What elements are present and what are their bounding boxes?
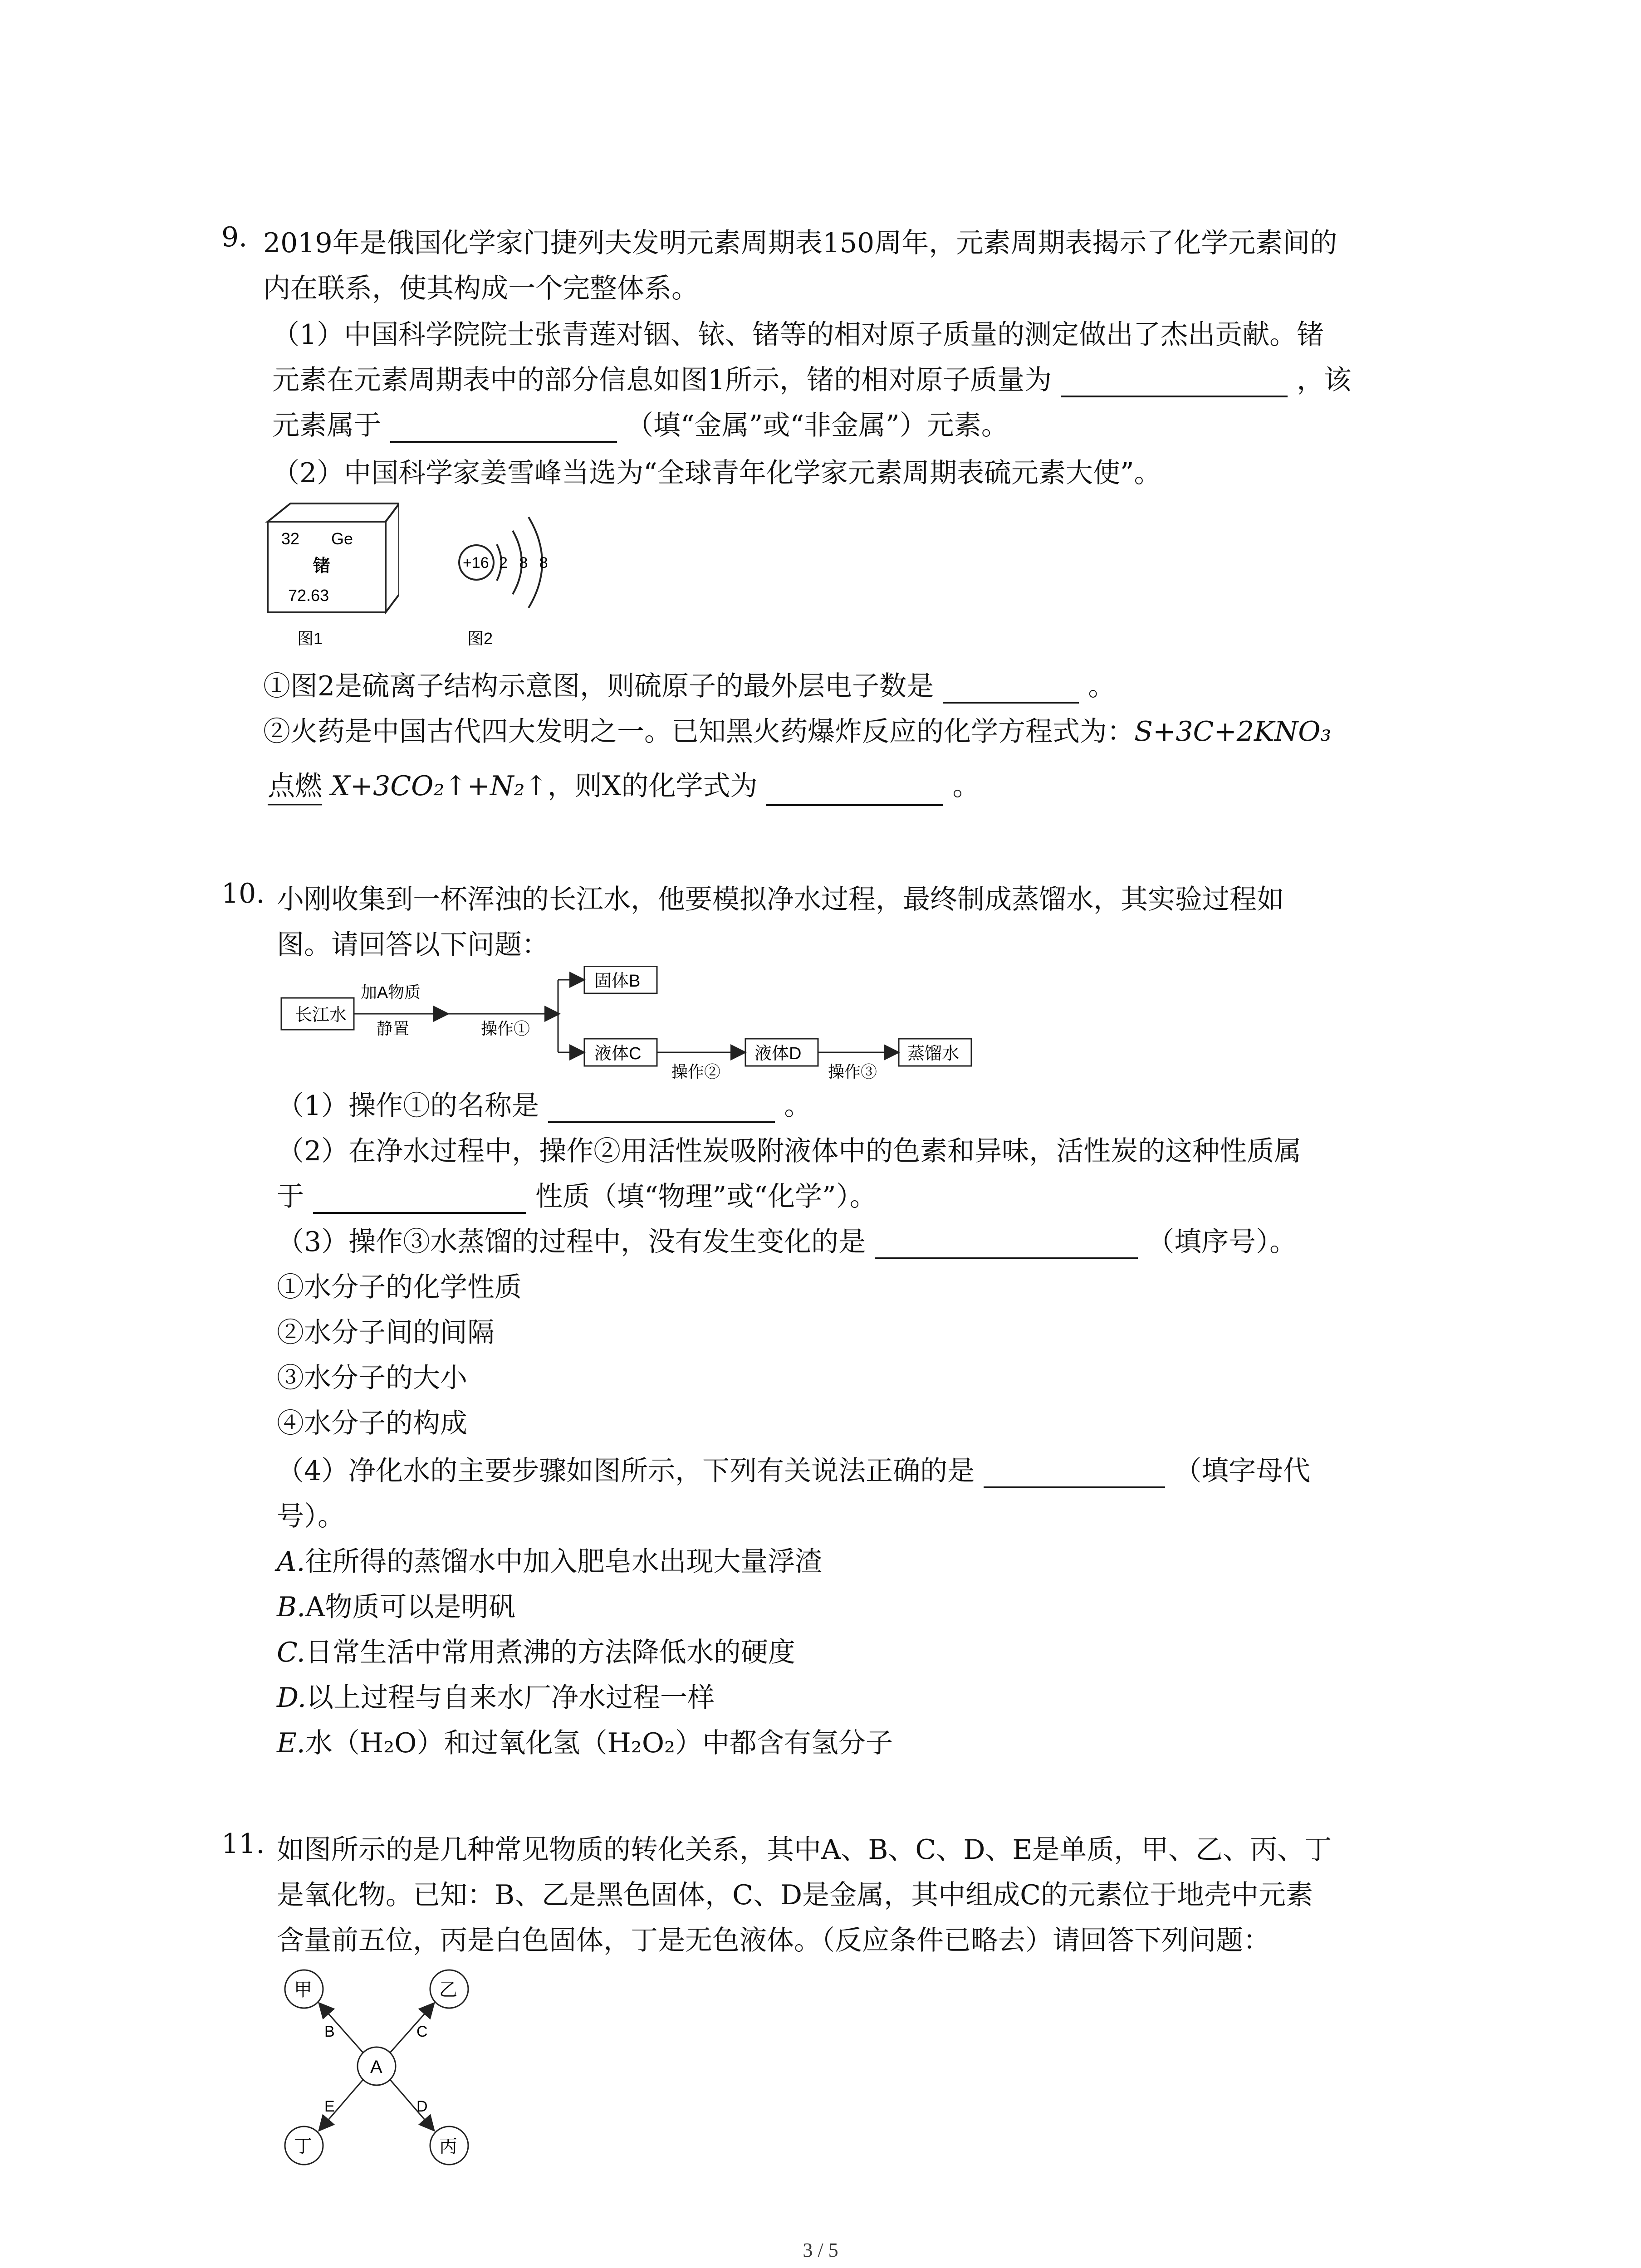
question-number: 9.: [221, 221, 248, 253]
answer-blank[interactable]: [1061, 367, 1288, 397]
edge-c: C: [416, 2023, 428, 2040]
question-text: 是氧化物。已知：B、乙是黑色固体，C、D是金属，其中组成C的元素位于地壳中元素: [277, 1879, 1313, 1911]
answer-blank[interactable]: [875, 1229, 1138, 1259]
question-text: 元素属于: [272, 410, 381, 441]
question-text: ，该: [1297, 364, 1352, 396]
flow-step1-bottom: 静置: [377, 1019, 410, 1038]
flow-op2: 操作②: [671, 1062, 721, 1081]
flow-liquid-d: 液体D: [754, 1044, 802, 1063]
node-ding: 丁: [294, 2136, 312, 2156]
node-yi: 乙: [439, 1980, 457, 2000]
choice-d: [277, 1676, 715, 1715]
option-item: ①水分子的化学性质: [277, 1271, 522, 1303]
question-text: 元素在元素周期表中的部分信息如图1所示，锗的相对原子质量为: [272, 364, 1052, 396]
sub-question: [263, 710, 1331, 749]
purification-flowchart: [277, 966, 985, 1084]
sub-question: [272, 358, 1351, 397]
question-text: 如图所示的是几种常见物质的转化关系，其中A、B、C、D、E是单质，甲、乙、丙、丁: [277, 1834, 1332, 1866]
question-text: 。: [784, 1090, 812, 1122]
flow-op3: 操作③: [828, 1062, 877, 1081]
question-text: 。: [952, 770, 980, 802]
conversion-diagram: [277, 1964, 513, 2177]
figure-caption: 图1: [297, 629, 323, 648]
choice-text: 以上过程与自来水厂净水过程一样: [306, 1682, 715, 1714]
question-text: ②火药是中国古代四大发明之一。已知黑火药爆炸反应的化学方程式为：: [263, 716, 1134, 748]
question-text: （3）操作③水蒸馏的过程中，没有发生变化的是: [277, 1226, 866, 1258]
flow-liquid-c: 液体C: [594, 1044, 642, 1063]
question-text: 小刚收集到一杯浑浊的长江水，他要模拟净水过程，最终制成蒸馏水，其实验过程如: [277, 884, 1284, 915]
option-item: ④水分子的构成: [277, 1408, 467, 1439]
equation-reactants: S+3C+2KNO₃: [1134, 716, 1332, 748]
edge-e: E: [324, 2098, 335, 2115]
sub-question: （2）中国科学家姜雪峰当选为“全球青年化学家元素周期表硫元素大使”。: [272, 457, 1161, 489]
electron-shells: 2 8 8: [499, 554, 552, 572]
question-text: 性质（填“物理”或“化学”）。: [535, 1181, 877, 1212]
equation-line: [268, 764, 980, 806]
choice-letter: B.: [277, 1591, 306, 1623]
sub-question: [277, 1220, 1297, 1259]
node-a: A: [370, 2057, 382, 2077]
question-text: （填序号）。: [1147, 1226, 1297, 1258]
choice-c: [277, 1631, 795, 1670]
node-jia: 甲: [294, 1980, 312, 2000]
question-text: 内在联系，使其构成一个完整体系。: [263, 273, 699, 304]
question-text: 2019年是俄国化学家门捷列夫发明元素周期表150周年，元素周期表揭示了化学元素间的: [263, 227, 1337, 259]
answer-blank[interactable]: [766, 776, 943, 806]
sub-question: （1）中国科学院院士张青莲对铟、铱、锗等的相对原子质量的测定做出了杰出贡献。锗: [272, 319, 1324, 351]
choice-letter: E.: [277, 1727, 305, 1759]
choice-text: 日常生活中常用煮沸的方法降低水的硬度: [305, 1637, 795, 1668]
answer-blank[interactable]: [943, 674, 1079, 704]
flow-end: 蒸馏水: [907, 1044, 960, 1063]
answer-blank[interactable]: [984, 1458, 1165, 1488]
sub-question: [263, 665, 1115, 704]
question-text: （填字母代: [1174, 1455, 1311, 1487]
choice-letter: C.: [277, 1637, 305, 1668]
flow-solid-b: 固体B: [594, 972, 641, 991]
sub-question: （2）在净水过程中，操作②用活性炭吸附液体中的色素和异味，活性炭的这种性质属: [277, 1135, 1302, 1167]
answer-blank[interactable]: [390, 413, 617, 443]
flow-step1-top: 加A物质: [361, 983, 421, 1002]
nucleus-charge: +16: [463, 554, 489, 572]
answer-blank[interactable]: [313, 1184, 526, 1214]
choice-text: 往所得的蒸馏水中加入肥皂水出现大量浮渣: [305, 1546, 823, 1578]
question-text: 图。请回答以下问题：: [277, 929, 549, 961]
choice-e: [277, 1721, 893, 1760]
page-number: 3 / 5: [803, 2239, 838, 2261]
flow-op1: 操作①: [481, 1019, 530, 1038]
atomic-number: 32: [281, 529, 300, 548]
node-bing: 丙: [439, 2136, 457, 2156]
flow-start: 长江水: [295, 1006, 347, 1025]
sub-question: [277, 1449, 1310, 1488]
element-symbol: Ge: [331, 529, 353, 548]
question-text: 于: [277, 1181, 304, 1212]
question-text: （1）操作①的名称是: [277, 1090, 539, 1122]
choice-letter: D.: [277, 1682, 307, 1714]
choice-b: [277, 1585, 516, 1624]
equation-condition: 点燃: [268, 764, 322, 806]
choice-text: 水（H₂O）和过氧化氢（H₂O₂）中都含有氢分子: [305, 1727, 893, 1759]
sub-question: 号）。: [277, 1501, 345, 1532]
sub-question: [277, 1175, 877, 1214]
question-number: 10.: [221, 878, 265, 909]
question-text: ①图2是硫离子结构示意图，则硫原子的最外层电子数是: [263, 670, 934, 702]
figure-2-ion-structure: [445, 494, 590, 658]
choice-letter: A.: [277, 1546, 305, 1578]
question-text: 含量前五位，丙是白色固体，丁是无色液体。（反应条件已略去）请回答下列问题：: [277, 1925, 1270, 1956]
question-text: （4）净化水的主要步骤如图所示，下列有关说法正确的是: [277, 1455, 975, 1487]
figure-caption: 图2: [467, 629, 493, 648]
choice-a: [277, 1540, 822, 1579]
edge-b: B: [324, 2023, 335, 2040]
element-name: 锗: [313, 557, 331, 576]
equation-products: X+3CO₂↑+N₂↑: [331, 770, 548, 802]
question-text: ，则X的化学式为: [547, 770, 758, 802]
atomic-mass: 72.63: [288, 586, 329, 605]
option-item: ③水分子的大小: [277, 1362, 467, 1394]
figure-1-element-tile: [263, 499, 399, 658]
edge-d: D: [416, 2098, 428, 2115]
question-text: （填“金属”或“非金属”）元素。: [626, 410, 1009, 441]
sub-question: [277, 1084, 811, 1123]
answer-blank[interactable]: [548, 1093, 775, 1123]
option-item: ②水分子间的间隔: [277, 1317, 495, 1349]
sub-question: [272, 404, 1009, 443]
question-text: 。: [1088, 670, 1116, 702]
choice-text: A物质可以是明矾: [305, 1591, 516, 1623]
question-number: 11.: [221, 1828, 265, 1860]
